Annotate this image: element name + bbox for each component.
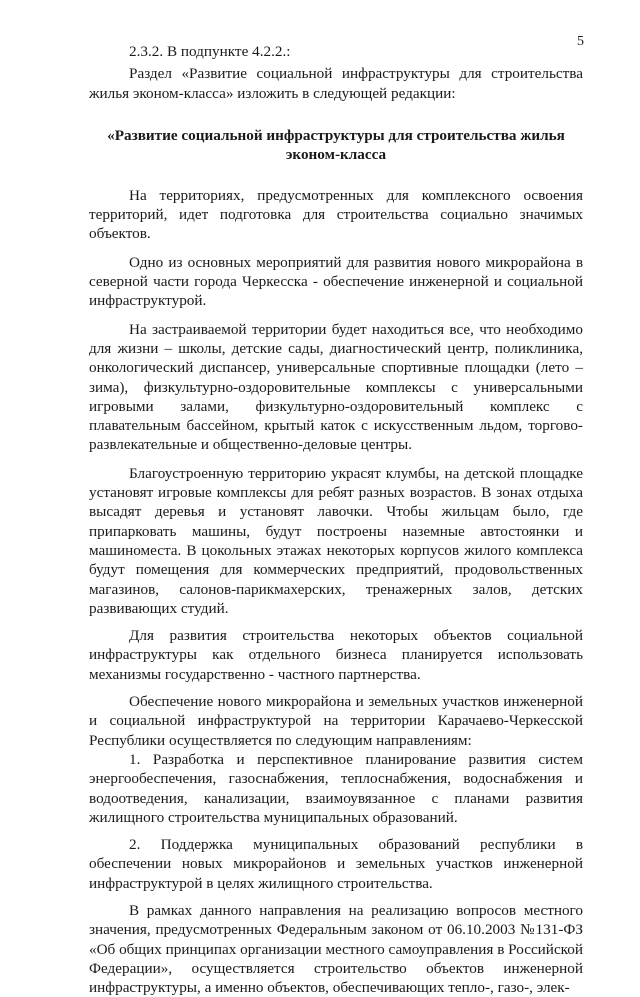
document-body xyxy=(89,42,583,997)
paragraph-3: На застраиваемой территории будет находиться все, что необходимо для жизни – школы, детские сады, диагностический центр, поликлиника, онкологический диспансер, универсальные спортивные площадки (лето – зима), физкультурно-оздоровительные комплексы с универсальными игровыми залами, физкультурно-оздоровительный комплекс с плавательным бассейном, крытый каток с искусственным льдом, торгово-развлекательные и общественно-деловые центры. xyxy=(89,320,583,454)
paragraph-2: Одно из основных мероприятий для развития нового микрорайона в северной части города Черкесска - обеспечение инженерной и социальной инфраструктурой. xyxy=(89,253,583,310)
paragraph-6: Обеспечение нового микрорайона и земельных участков инженерной и социальной инфраструктурой на территории Карачаево-Черкесской Республики осуществляется по следующим направлениям: xyxy=(89,693,583,749)
list-item-2: 2. Поддержка муниципальных образований республики в обеспечении новых микрорайонов и земельных участков инженерной инфраструктурой в целях жилищного строительства. xyxy=(89,836,583,892)
section-heading: «Развитие социальной инфраструктуры для строительства жилья эконом-класса xyxy=(107,126,565,163)
paragraph-1: На территориях, предусмотренных для комплексного освоения территорий, идет подготовка для строительства социально значимых объектов. xyxy=(89,186,583,243)
paragraph-5: Для развития строительства некоторых объектов социальной инфраструктуры как отдельного бизнеса планируется использовать механизмы государственно - частного партнерства. xyxy=(89,627,583,683)
list-item-1: 1. Разработка и перспективное планирование развития систем энергообеспечения, газоснабжения, теплоснабжения, водоснабжения и водоотведения, канализации, взаимоувязанное с планами развития жилищного строительства муниципальных образований. xyxy=(89,750,583,826)
intro-paragraph: Раздел «Развитие социальной инфраструктуры для строительства жилья эконом-класса» изложить в следующей редакции: xyxy=(89,65,583,102)
paragraph-4: Благоустроенную территорию украсят клумбы, на детской площадке установят игровые комплексы для ребят разных возрастов. В зонах отдыха высадят деревья и установят лавочки. Чтобы жильцам было, где припарковать машины, будут построены наземные автостоянки и машиноместа. В цокольных этажах некоторых корпусов жилого комплекса будут помещения для коммерческих предприятий, продовольственных магазинов, салонов-парикмахерских, тренажерных залов, детских развивающих студий. xyxy=(89,464,583,617)
page-number: 5 xyxy=(577,34,584,49)
section-reference: 2.3.2. В подпункте 4.2.2.: xyxy=(129,43,291,60)
paragraph-7: В рамках данного направления на реализацию вопросов местного значения, предусмотренных Федеральным законом от 06.10.2003 №131-ФЗ «Об общих принципах организации местного самоуправления в Российской Федерации», осуществляется строительство объектов инженерной инфраструктуры, а именно объектов, обеспечивающих тепло-, газо-, элек- xyxy=(89,901,584,997)
